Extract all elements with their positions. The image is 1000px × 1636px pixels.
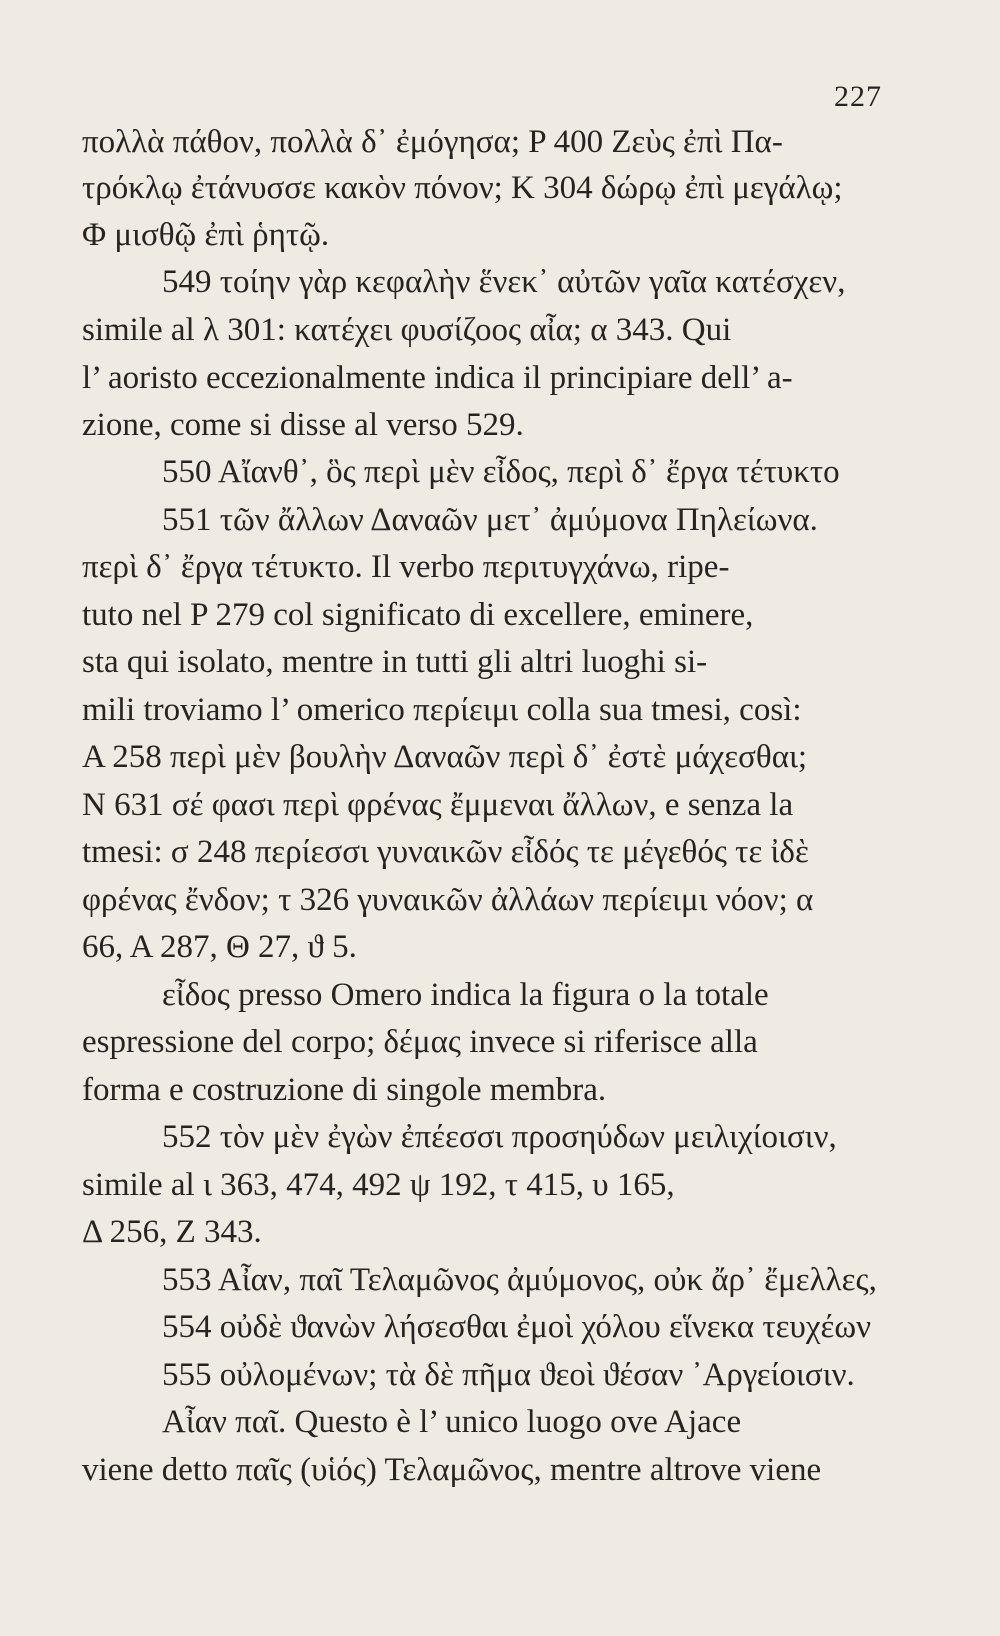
text-line-2: τρόκλῳ ἐτάνυσσε κακὸν πόνον; K 304 δώρῳ ἐπὶ μεγάλῳ; — [82, 170, 843, 206]
text-line-23: simile al ι 363, 474, 492 ψ 192, τ 415, υ 165, — [82, 1167, 675, 1203]
text-line-3: Φ μισθῷ ἐπὶ ῥητῷ. — [82, 217, 330, 253]
text-line-17: φρένας ἔνδον; τ 326 γυναικῶν ἀλλάων περίειμι νόον; α — [82, 882, 814, 918]
text-line-25: 553 Αἶαν, παῖ Τελαμῶνος ἀμύμονος, οὐκ ἄρ᾿ ἔμελλες, — [162, 1262, 877, 1298]
text-line-24: Δ 256, Z 343. — [82, 1214, 262, 1250]
text-line-20: espressione del corpo; δέμας invece si riferisce alla — [82, 1024, 758, 1060]
text-line-6: l’ aoristo eccezionalmente indica il principiare dell’ a- — [82, 360, 793, 396]
text-line-28: Αἶαν παῖ. Questo è l’ unico luogo ove Ajace — [162, 1404, 742, 1440]
text-line-18: 66, A 287, Θ 27, ϑ 5. — [82, 929, 357, 965]
text-line-11: tuto nel P 279 col significato di excellere, eminere, — [82, 597, 754, 633]
text-line-10: περὶ δ᾿ ἔργα τέτυκτο. Il verbo περιτυγχάνω, ripe- — [82, 549, 730, 585]
text-line-15: N 631 σέ φασι περὶ φρένας ἔμμεναι ἄλλων, e senza la — [82, 787, 794, 823]
text-line-4: 549 τοίην γὰρ κεφαλὴν ἕνεκ᾿ αὐτῶν γαῖα κατέσχεν, — [162, 264, 846, 300]
text-line-26: 554 οὐδὲ ϑανὼν λήσεσθαι ἐμοὶ χόλου εἵνεκα τευχέων — [162, 1309, 872, 1345]
text-line-1: πολλὰ πάθον, πολλὰ δ᾿ ἐμόγησα; P 400 Ζεὺς ἐπὶ Πα- — [82, 124, 783, 160]
text-line-8: 550 Αἴανθ᾿, ὃς περὶ μὲν εἶδος, περὶ δ᾿ ἔργα τέτυκτο — [162, 454, 840, 490]
text-line-5: simile al λ 301: κατέχει φυσίζοος αἶα; α 343. Qui — [82, 312, 732, 348]
text-line-14: A 258 περὶ μὲν βουλὴν Δαναῶν περὶ δ᾿ ἐστὲ μάχεσθαι; — [82, 739, 808, 775]
text-line-21: forma e costruzione di singole membra. — [82, 1072, 607, 1108]
text-line-16: tmesi: σ 248 περίεσσι γυναικῶν εἶδός τε μέγεθός τε ἰδὲ — [82, 834, 809, 870]
text-line-12: sta qui isolato, mentre in tutti gli altri luoghi si- — [82, 644, 708, 680]
text-line-27: 555 οὐλομένων; τὰ δὲ πῆμα ϑεοὶ ϑέσαν ᾿Αργείοισιν. — [162, 1357, 855, 1393]
text-line-29: viene detto παῖς (υἱός) Τελαμῶνος, mentre altrove viene — [82, 1452, 822, 1488]
text-line-22: 552 τὸν μὲν ἐγὼν ἐπέεσσι προσηύδων μειλιχίοισιν, — [162, 1119, 837, 1155]
text-line-19: εἶδος presso Omero indica la figura o la totale — [162, 977, 769, 1013]
text-line-7: zione, come si disse al verso 529. — [82, 407, 524, 443]
text-line-13: mili troviamo l’ omerico περίειμι colla sua tmesi, così: — [82, 692, 802, 728]
text-line-9: 551 τῶν ἄλλων Δαναῶν μετ᾿ ἀμύμονα Πηλείωνα. — [162, 502, 818, 538]
page-number: 227 — [834, 80, 882, 113]
